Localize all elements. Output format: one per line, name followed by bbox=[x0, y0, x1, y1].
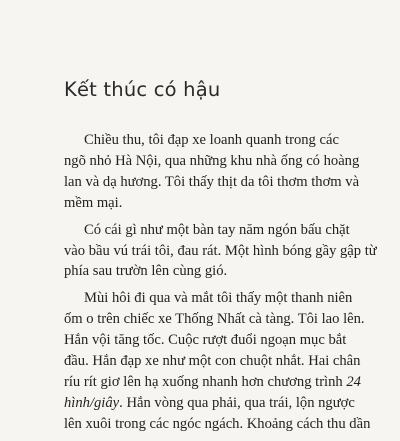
text-line: lan và dạ hương. Tôi thấy thịt da tôi thơm thơm và bbox=[64, 173, 360, 190]
text-line: Chiều thu, tôi đạp xe loanh quanh trong các bbox=[84, 132, 339, 148]
paragraph-2 bbox=[64, 220, 377, 283]
chapter-title: Kết thúc có hậu bbox=[64, 78, 221, 101]
text-line: phía sau trườn lên cùng gió. bbox=[64, 263, 228, 280]
text-line: Hắn vội tăng tốc. Cuộc rượt đuổi ngoạn mục bắt bbox=[64, 332, 347, 349]
paragraph-1 bbox=[64, 130, 360, 214]
text-line: đầu. Hắn đạp xe như một con chuột nhắt. Hai chân bbox=[64, 353, 361, 370]
text-line: ríu rít giơ lên hạ xuống nhanh hơn chương trình 24 bbox=[64, 373, 361, 390]
chapter-body bbox=[64, 130, 377, 441]
text-line: mềm mại. bbox=[64, 194, 123, 211]
text-line: Mùi hôi đi qua và mắt tôi thấy một thanh niên bbox=[84, 290, 353, 307]
text-line: vào bầu vú trái tôi, đau rát. Một hình bóng gầy gập từ bbox=[64, 242, 377, 259]
text-line: lên xuôi trong các ngóc ngách. Khoảng cách thu dần bbox=[64, 415, 371, 432]
text-line: hình/giây. Hắn vòng qua phải, qua trái, lộn ngược bbox=[64, 394, 355, 411]
text-line: Có cái gì như một bàn tay năm ngón bấu chặt bbox=[84, 221, 350, 238]
paragraph-3 bbox=[64, 288, 371, 434]
text-line: ngõ nhỏ Hà Nội, qua những khu nhà ống có hoàng bbox=[64, 152, 360, 169]
text-line: ốm o trên chiếc xe Thống Nhất cà tàng. Tôi lao lên. bbox=[64, 311, 365, 328]
